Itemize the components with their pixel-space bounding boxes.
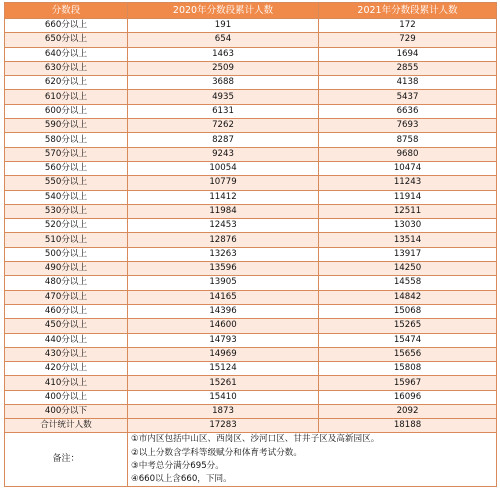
notes-body [128, 433, 497, 487]
count-2021-cell: 12511 [319, 204, 497, 218]
count-2021-cell: 2855 [319, 61, 497, 75]
score-range-cell: 440分以上 [5, 333, 128, 347]
table-row [5, 133, 497, 147]
count-2021-cell: 15808 [319, 362, 497, 376]
score-range-cell: 600分以上 [5, 104, 128, 118]
table-row [5, 76, 497, 90]
score-range-cell: 420分以上 [5, 362, 128, 376]
score-range-cell: 590分以上 [5, 119, 128, 133]
table-header [5, 3, 497, 19]
total-row [5, 419, 497, 433]
score-range-cell: 430分以上 [5, 347, 128, 361]
note-line: ④660以上含660，下同。 [131, 473, 232, 484]
count-2020-cell: 1873 [128, 405, 319, 419]
score-range-cell: 450分以上 [5, 319, 128, 333]
header-2020-count: 2020年分数段累计人数 [128, 3, 319, 19]
count-2020-cell: 6131 [128, 104, 319, 118]
score-range-cell: 400分以下 [5, 405, 128, 419]
score-range-cell: 520分以上 [5, 219, 128, 233]
note-line: ①市内区包括中山区、西岗区、沙河口区、甘井子区及高新园区。 [131, 434, 380, 445]
count-2020-cell: 654 [128, 33, 319, 47]
score-range-cell: 560分以上 [5, 161, 128, 175]
score-range-cell: 550分以上 [5, 176, 128, 190]
table-row [5, 262, 497, 276]
count-2021-cell: 729 [319, 33, 497, 47]
count-2020-cell: 14793 [128, 333, 319, 347]
score-range-cell: 500分以上 [5, 247, 128, 261]
count-2021-cell: 13514 [319, 233, 497, 247]
count-2021-cell: 1694 [319, 47, 497, 61]
header-score-range: 分数段 [5, 3, 128, 19]
score-range-cell: 480分以上 [5, 276, 128, 290]
score-range-cell: 490分以上 [5, 262, 128, 276]
score-table-container [4, 2, 496, 487]
table-row [5, 304, 497, 318]
score-range-cell: 460分以上 [5, 304, 128, 318]
notes-label: 备注： [5, 433, 128, 487]
count-2020-cell: 3688 [128, 76, 319, 90]
score-range-cell: 660分以上 [5, 19, 128, 33]
score-range-cell: 580分以上 [5, 133, 128, 147]
count-2021-cell: 7693 [319, 119, 497, 133]
count-2021-cell: 15068 [319, 304, 497, 318]
score-range-cell: 630分以上 [5, 61, 128, 75]
count-2021-cell: 13030 [319, 219, 497, 233]
count-2020-cell: 14969 [128, 347, 319, 361]
score-range-cell: 570分以上 [5, 147, 128, 161]
count-2020-cell: 7262 [128, 119, 319, 133]
table-row [5, 219, 497, 233]
count-2021-cell: 16096 [319, 390, 497, 404]
table-row [5, 376, 497, 390]
count-2021-cell: 11914 [319, 190, 497, 204]
score-range-cell: 470分以上 [5, 290, 128, 304]
count-2020-cell: 191 [128, 19, 319, 33]
count-2020-cell: 11412 [128, 190, 319, 204]
count-2020-cell: 13596 [128, 262, 319, 276]
total-label-cell: 合计统计人数 [5, 419, 128, 433]
score-range-cell: 510分以上 [5, 233, 128, 247]
count-2020-cell: 13905 [128, 276, 319, 290]
count-2020-cell: 11984 [128, 204, 319, 218]
header-row [5, 3, 497, 19]
table-body [5, 19, 497, 487]
count-2021-cell: 15474 [319, 333, 497, 347]
count-2021-cell: 14250 [319, 262, 497, 276]
count-2021-cell: 15265 [319, 319, 497, 333]
count-2020-cell: 10054 [128, 161, 319, 175]
count-2021-cell: 15967 [319, 376, 497, 390]
table-row [5, 319, 497, 333]
table-row [5, 119, 497, 133]
table-row [5, 47, 497, 61]
table-row [5, 90, 497, 104]
count-2021-cell: 2092 [319, 405, 497, 419]
count-2021-cell: 15656 [319, 347, 497, 361]
table-row [5, 190, 497, 204]
count-2021-cell: 6636 [319, 104, 497, 118]
table-row [5, 333, 497, 347]
note-line: ②以上分数含学科等级赋分和体育考试分数。 [131, 447, 302, 458]
table-row [5, 247, 497, 261]
count-2021-cell: 9680 [319, 147, 497, 161]
notes-row [5, 433, 497, 487]
table-row [5, 233, 497, 247]
score-range-cell: 540分以上 [5, 190, 128, 204]
count-2020-cell: 9243 [128, 147, 319, 161]
note-line: ③中考总分满分695分。 [131, 460, 224, 471]
total-2021-cell: 18188 [319, 419, 497, 433]
count-2020-cell: 1463 [128, 47, 319, 61]
count-2020-cell: 15261 [128, 376, 319, 390]
table-row [5, 290, 497, 304]
header-2021-count: 2021年分数段累计人数 [319, 3, 497, 19]
score-range-cell: 640分以上 [5, 47, 128, 61]
count-2020-cell: 8287 [128, 133, 319, 147]
count-2020-cell: 13263 [128, 247, 319, 261]
count-2020-cell: 15410 [128, 390, 319, 404]
table-row [5, 161, 497, 175]
table-row [5, 362, 497, 376]
score-range-cell: 410分以上 [5, 376, 128, 390]
score-range-cell: 620分以上 [5, 76, 128, 90]
score-range-cell: 530分以上 [5, 204, 128, 218]
table-row [5, 61, 497, 75]
count-2020-cell: 15124 [128, 362, 319, 376]
count-2021-cell: 4138 [319, 76, 497, 90]
score-range-cell: 610分以上 [5, 90, 128, 104]
table-row [5, 19, 497, 33]
score-distribution-table [4, 2, 497, 487]
table-row [5, 147, 497, 161]
count-2020-cell: 14600 [128, 319, 319, 333]
count-2020-cell: 2509 [128, 61, 319, 75]
count-2021-cell: 11243 [319, 176, 497, 190]
score-range-cell: 400分以上 [5, 390, 128, 404]
table-row [5, 390, 497, 404]
count-2021-cell: 14558 [319, 276, 497, 290]
count-2021-cell: 14842 [319, 290, 497, 304]
table-row [5, 104, 497, 118]
count-2020-cell: 14396 [128, 304, 319, 318]
score-range-cell: 650分以上 [5, 33, 128, 47]
count-2020-cell: 14165 [128, 290, 319, 304]
table-row [5, 204, 497, 218]
count-2021-cell: 5437 [319, 90, 497, 104]
total-2020-cell: 17283 [128, 419, 319, 433]
count-2020-cell: 10779 [128, 176, 319, 190]
table-row [5, 276, 497, 290]
count-2021-cell: 8758 [319, 133, 497, 147]
count-2020-cell: 12876 [128, 233, 319, 247]
count-2020-cell: 12453 [128, 219, 319, 233]
table-row [5, 347, 497, 361]
count-2021-cell: 13917 [319, 247, 497, 261]
table-row [5, 405, 497, 419]
count-2021-cell: 10474 [319, 161, 497, 175]
count-2021-cell: 172 [319, 19, 497, 33]
table-row [5, 33, 497, 47]
count-2020-cell: 4935 [128, 90, 319, 104]
table-row [5, 176, 497, 190]
